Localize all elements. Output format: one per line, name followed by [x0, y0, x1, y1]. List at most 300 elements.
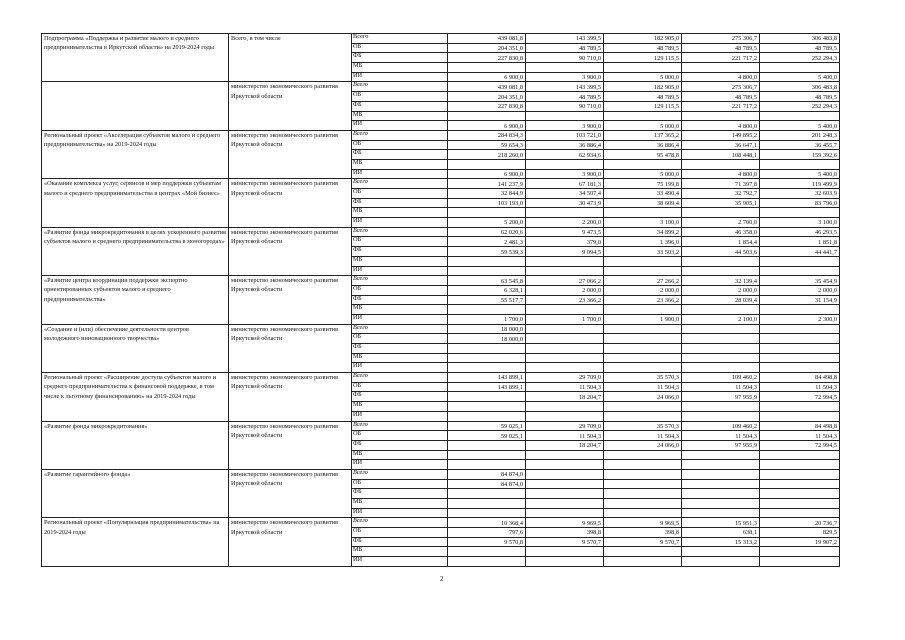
amount-cell: 95 478,8 [604, 150, 682, 160]
amount-cell: 9 570,7 [604, 537, 682, 547]
amount-cell: 10 368,4 [448, 518, 526, 528]
funding-source-cell: Всего [352, 324, 448, 334]
amount-cell [682, 208, 760, 218]
program-name-cell: Региональный проект «Популяризация предпринимательства» на 2019-2024 годы [42, 518, 229, 566]
amount-cell: 6 900,0 [448, 169, 526, 179]
program-name-cell: «Оказание комплекса услуг, сервисов и мер поддержки субъектам малого и среднего предпринимательства в центрах «Мой бизнес» [42, 179, 229, 227]
amount-cell [760, 324, 840, 334]
funding-source-cell: МБ [352, 208, 448, 218]
amount-cell: 4 800,0 [682, 121, 760, 131]
amount-cell [682, 363, 760, 373]
amount-cell: 46 358,0 [682, 227, 760, 237]
funding-source-cell: ОБ [352, 237, 448, 247]
amount-cell [682, 479, 760, 489]
amount-cell [448, 440, 526, 450]
amount-cell [604, 508, 682, 518]
amount-cell [604, 402, 682, 412]
amount-cell: 5 200,0 [448, 218, 526, 228]
amount-cell: 4 800,0 [682, 72, 760, 82]
amount-cell [526, 256, 604, 266]
funding-source-cell: Всего [352, 227, 448, 237]
amount-cell: 33 503,2 [604, 247, 682, 257]
funding-source-cell: ИИ [352, 72, 448, 82]
amount-cell [448, 508, 526, 518]
amount-cell [604, 266, 682, 276]
amount-cell [604, 63, 682, 73]
amount-cell: 31 154,9 [760, 295, 840, 305]
amount-cell: 15 313,2 [682, 537, 760, 547]
funding-source-cell: Всего [352, 82, 448, 92]
amount-cell: 398,8 [526, 528, 604, 538]
table-row [42, 276, 840, 286]
amount-cell [526, 450, 604, 460]
funding-source-cell: ФБ [352, 344, 448, 354]
amount-cell [604, 450, 682, 460]
amount-cell [682, 450, 760, 460]
amount-cell: 2 200,0 [526, 218, 604, 228]
amount-cell: 1 700,0 [448, 314, 526, 324]
amount-cell [760, 499, 840, 509]
amount-cell: 797,6 [448, 528, 526, 538]
table-row [42, 179, 840, 189]
funding-source-cell: МБ [352, 159, 448, 169]
amount-cell [682, 344, 760, 354]
amount-cell: 275 306,7 [682, 34, 760, 44]
table-row [42, 421, 840, 431]
amount-cell [448, 266, 526, 276]
amount-cell [448, 402, 526, 412]
executor-cell: министерство экономического развития Иркутской области [229, 82, 352, 130]
table-body [42, 34, 840, 567]
amount-cell: 11 504,3 [604, 431, 682, 441]
funding-source-cell: Всего [352, 276, 448, 286]
amount-cell: 5 000,0 [604, 121, 682, 131]
amount-cell: 63 545,8 [448, 276, 526, 286]
amount-cell [448, 557, 526, 567]
amount-cell [526, 411, 604, 421]
amount-cell: 6 328,1 [448, 285, 526, 295]
amount-cell: 398,8 [604, 528, 682, 538]
amount-cell [682, 508, 760, 518]
amount-cell: 379,0 [526, 237, 604, 247]
amount-cell: 18 204,7 [526, 392, 604, 402]
table-row [42, 324, 840, 334]
amount-cell [760, 334, 840, 344]
amount-cell: 109 460,2 [682, 373, 760, 383]
amount-cell [760, 411, 840, 421]
amount-cell: 2 000,0 [604, 285, 682, 295]
amount-cell: 143 899,1 [448, 373, 526, 383]
amount-cell [448, 344, 526, 354]
amount-cell [526, 324, 604, 334]
amount-cell [526, 305, 604, 315]
funding-source-cell: ФБ [352, 101, 448, 111]
program-name-cell: «Развитие фонда микрокредитования» [42, 421, 229, 469]
amount-cell [604, 489, 682, 499]
program-name-cell: «Развитие центра координации поддержки экспортно ориентированных субъектов малого и среднего предпринимательства» [42, 276, 229, 324]
amount-cell: 32 792,7 [682, 189, 760, 199]
amount-cell: 439 081,8 [448, 82, 526, 92]
funding-source-cell: МБ [352, 63, 448, 73]
amount-cell [760, 460, 840, 470]
amount-cell: 46 293,5 [760, 227, 840, 237]
amount-cell: 829,5 [760, 528, 840, 538]
amount-cell: 103 193,0 [448, 198, 526, 208]
amount-cell: 44 503,6 [682, 247, 760, 257]
table-row [42, 518, 840, 528]
program-name-cell: «Развитие гарантийного фонда» [42, 469, 229, 517]
funding-source-cell: ОБ [352, 528, 448, 538]
table-row [42, 227, 840, 237]
funding-source-cell: ИИ [352, 363, 448, 373]
amount-cell: 72 994,5 [760, 440, 840, 450]
table-row [42, 469, 840, 479]
funding-source-cell: ИИ [352, 218, 448, 228]
amount-cell [682, 324, 760, 334]
table-row [42, 130, 840, 140]
amount-cell: 5 400,0 [760, 121, 840, 131]
amount-cell: 30 473,9 [526, 198, 604, 208]
amount-cell [760, 363, 840, 373]
amount-cell [682, 489, 760, 499]
amount-cell: 55 517,7 [448, 295, 526, 305]
table-row [42, 34, 840, 44]
amount-cell [682, 111, 760, 121]
funding-source-cell: ОБ [352, 431, 448, 441]
program-name-cell: «Создание и (или) обеспечение деятельности центров молодежного инновационного творчества» [42, 324, 229, 372]
executor-cell: Всего, в том числе [229, 34, 352, 82]
amount-cell: 32 844,9 [448, 189, 526, 199]
amount-cell [526, 363, 604, 373]
amount-cell: 3 900,0 [526, 169, 604, 179]
amount-cell: 182 905,0 [604, 34, 682, 44]
executor-cell: министерство экономического развития Иркутской области [229, 373, 352, 421]
amount-cell [760, 63, 840, 73]
executor-cell: министерство экономического развития Иркутской области [229, 421, 352, 469]
amount-cell [682, 402, 760, 412]
amount-cell: 24 066,0 [604, 440, 682, 450]
amount-cell: 11 504,3 [682, 382, 760, 392]
amount-cell: 143 399,5 [526, 82, 604, 92]
amount-cell: 34 507,4 [526, 189, 604, 199]
amount-cell [526, 334, 604, 344]
amount-cell: 306 483,8 [760, 82, 840, 92]
amount-cell: 6 900,0 [448, 72, 526, 82]
amount-cell: 38 609,4 [604, 198, 682, 208]
amount-cell: 35 454,9 [760, 276, 840, 286]
amount-cell: 252 294,3 [760, 53, 840, 63]
amount-cell [448, 450, 526, 460]
amount-cell: 143 399,5 [526, 34, 604, 44]
amount-cell [760, 159, 840, 169]
amount-cell: 48 789,5 [526, 92, 604, 102]
funding-source-cell: ОБ [352, 92, 448, 102]
amount-cell: 306 483,8 [760, 34, 840, 44]
amount-cell: 27 266,2 [604, 276, 682, 286]
funding-source-cell: ИИ [352, 460, 448, 470]
amount-cell: 182 905,0 [604, 82, 682, 92]
amount-cell: 90 710,0 [526, 101, 604, 111]
amount-cell: 4 800,0 [682, 169, 760, 179]
program-name-cell: Региональный проект «Расширение доступа субъектов малого и среднего предпринимательства к финансовой поддержке, в том числе к льготному финансированию» на 2019-2024 годы [42, 373, 229, 421]
funding-source-cell: Всего [352, 469, 448, 479]
amount-cell: 35 570,3 [604, 421, 682, 431]
amount-cell: 2 100,0 [682, 314, 760, 324]
amount-cell [526, 63, 604, 73]
amount-cell: 284 834,3 [448, 130, 526, 140]
amount-cell [604, 547, 682, 557]
amount-cell [604, 353, 682, 363]
amount-cell: 48 789,5 [682, 92, 760, 102]
funding-source-cell: Всего [352, 518, 448, 528]
funding-source-cell: Всего [352, 130, 448, 140]
amount-cell: 36 886,4 [526, 140, 604, 150]
amount-cell [526, 266, 604, 276]
amount-cell: 19 907,2 [760, 537, 840, 547]
amount-cell [448, 411, 526, 421]
amount-cell: 1 851,8 [760, 237, 840, 247]
amount-cell: 1 396,0 [604, 237, 682, 247]
amount-cell [526, 499, 604, 509]
amount-cell [526, 353, 604, 363]
amount-cell: 3 900,0 [526, 72, 604, 82]
amount-cell: 36 886,4 [604, 140, 682, 150]
amount-cell: 20 736,7 [760, 518, 840, 528]
funding-source-cell: ИИ [352, 314, 448, 324]
amount-cell: 252 294,3 [760, 101, 840, 111]
amount-cell: 221 717,2 [682, 53, 760, 63]
funding-source-cell: Всего [352, 34, 448, 44]
amount-cell: 84 874,0 [448, 479, 526, 489]
amount-cell [760, 111, 840, 121]
amount-cell: 83 796,0 [760, 198, 840, 208]
amount-cell: 204 351,0 [448, 43, 526, 53]
amount-cell [448, 111, 526, 121]
amount-cell [448, 489, 526, 499]
amount-cell [526, 344, 604, 354]
amount-cell: 159 392,6 [760, 150, 840, 160]
funding-source-cell: ОБ [352, 382, 448, 392]
amount-cell [604, 411, 682, 421]
amount-cell: 23 366,2 [526, 295, 604, 305]
amount-cell: 143 899,1 [448, 382, 526, 392]
amount-cell: 3 100,0 [604, 218, 682, 228]
amount-cell: 48 789,5 [682, 43, 760, 53]
amount-cell: 227 830,8 [448, 53, 526, 63]
amount-cell [604, 479, 682, 489]
amount-cell: 5 000,0 [604, 169, 682, 179]
amount-cell [448, 460, 526, 470]
amount-cell [760, 402, 840, 412]
amount-cell [682, 353, 760, 363]
amount-cell: 1 900,0 [604, 314, 682, 324]
amount-cell [526, 557, 604, 567]
amount-cell: 11 504,3 [760, 431, 840, 441]
funding-source-cell: МБ [352, 111, 448, 121]
amount-cell [760, 353, 840, 363]
table-row [42, 82, 840, 92]
amount-cell: 149 895,2 [682, 130, 760, 140]
amount-cell: 11 504,3 [682, 431, 760, 441]
executor-cell: министерство экономического развития Иркутской области [229, 518, 352, 566]
amount-cell: 141 237,9 [448, 179, 526, 189]
amount-cell [526, 508, 604, 518]
funding-source-cell: ОБ [352, 334, 448, 344]
funding-source-cell: МБ [352, 402, 448, 412]
amount-cell [604, 469, 682, 479]
amount-cell [526, 479, 604, 489]
executor-cell: министерство экономического развития Иркутской области [229, 469, 352, 517]
amount-cell [448, 159, 526, 169]
funding-source-cell: ФБ [352, 247, 448, 257]
funding-source-cell: МБ [352, 450, 448, 460]
amount-cell: 2 000,0 [526, 285, 604, 295]
amount-cell: 48 789,5 [760, 43, 840, 53]
funding-source-cell: ОБ [352, 43, 448, 53]
funding-source-cell: ФБ [352, 295, 448, 305]
amount-cell: 227 830,8 [448, 101, 526, 111]
funding-source-cell: МБ [352, 547, 448, 557]
amount-cell [604, 256, 682, 266]
amount-cell: 2 000,0 [682, 285, 760, 295]
amount-cell [760, 344, 840, 354]
funding-source-cell: ОБ [352, 479, 448, 489]
amount-cell: 3 100,0 [760, 218, 840, 228]
amount-cell: 15 951,3 [682, 518, 760, 528]
amount-cell [448, 499, 526, 509]
funding-source-cell: ФБ [352, 150, 448, 160]
amount-cell: 29 709,0 [526, 421, 604, 431]
amount-cell [604, 557, 682, 567]
amount-cell [682, 557, 760, 567]
amount-cell [604, 499, 682, 509]
funding-source-cell: МБ [352, 499, 448, 509]
amount-cell: 103 721,0 [526, 130, 604, 140]
funding-source-cell: Всего [352, 179, 448, 189]
amount-cell: 129 115,5 [604, 101, 682, 111]
amount-cell [448, 363, 526, 373]
amount-cell: 44 441,7 [760, 247, 840, 257]
amount-cell: 18 204,7 [526, 440, 604, 450]
amount-cell: 32 603,9 [760, 189, 840, 199]
amount-cell: 9 473,5 [526, 227, 604, 237]
amount-cell [448, 392, 526, 402]
amount-cell: 5 400,0 [760, 169, 840, 179]
program-name-cell: «Развитие фонда микрокредитования в целях ускоренного развития субъектов малого и среднего предпринимательства в моногородах» [42, 227, 229, 275]
page-number: 2 [440, 575, 444, 583]
amount-cell: 108 448,1 [682, 150, 760, 160]
amount-cell: 638,1 [682, 528, 760, 538]
amount-cell: 36 647,1 [682, 140, 760, 150]
amount-cell: 119 499,9 [760, 179, 840, 189]
amount-cell [604, 363, 682, 373]
budget-table [41, 33, 840, 567]
amount-cell: 59 025,1 [448, 421, 526, 431]
amount-cell [760, 469, 840, 479]
amount-cell: 35 570,3 [604, 373, 682, 383]
executor-cell: министерство экономического развития Иркутской области [229, 324, 352, 372]
amount-cell: 109 460,2 [682, 421, 760, 431]
amount-cell: 204 351,0 [448, 92, 526, 102]
amount-cell: 5 400,0 [760, 72, 840, 82]
amount-cell [526, 547, 604, 557]
funding-source-cell: Всего [352, 421, 448, 431]
amount-cell [682, 159, 760, 169]
amount-cell: 36 455,7 [760, 140, 840, 150]
amount-cell [682, 411, 760, 421]
funding-source-cell: ФБ [352, 489, 448, 499]
amount-cell [760, 489, 840, 499]
amount-cell: 6 900,0 [448, 121, 526, 131]
amount-cell [448, 63, 526, 73]
amount-cell: 18 000,0 [448, 334, 526, 344]
amount-cell [526, 402, 604, 412]
amount-cell: 5 000,0 [604, 72, 682, 82]
amount-cell: 1 854,4 [682, 237, 760, 247]
amount-cell [604, 111, 682, 121]
amount-cell [682, 547, 760, 557]
amount-cell: 218 260,0 [448, 150, 526, 160]
amount-cell: 59 654,3 [448, 140, 526, 150]
amount-cell [760, 450, 840, 460]
funding-source-cell: ОБ [352, 189, 448, 199]
amount-cell: 34 899,2 [604, 227, 682, 237]
amount-cell [760, 547, 840, 557]
amount-cell: 18 000,0 [448, 324, 526, 334]
funding-source-cell: ИИ [352, 169, 448, 179]
program-name-cell [42, 82, 229, 130]
amount-cell: 35 905,1 [682, 198, 760, 208]
amount-cell [526, 469, 604, 479]
amount-cell [604, 305, 682, 315]
amount-cell [604, 324, 682, 334]
amount-cell [760, 508, 840, 518]
amount-cell [760, 557, 840, 567]
funding-source-cell: МБ [352, 353, 448, 363]
funding-source-cell: ИИ [352, 557, 448, 567]
amount-cell: 48 789,5 [604, 43, 682, 53]
funding-source-cell: МБ [352, 305, 448, 315]
executor-cell: министерство экономического развития Иркутской области [229, 179, 352, 227]
amount-cell: 9 570,8 [448, 537, 526, 547]
amount-cell: 275 306,7 [682, 82, 760, 92]
funding-source-cell: ФБ [352, 392, 448, 402]
funding-source-cell: ОБ [352, 140, 448, 150]
amount-cell: 48 789,5 [526, 43, 604, 53]
amount-cell: 2 700,0 [682, 218, 760, 228]
amount-cell: 97 955,9 [682, 440, 760, 450]
amount-cell: 9 094,5 [526, 247, 604, 257]
amount-cell: 90 710,0 [526, 53, 604, 63]
executor-cell: министерство экономического развития Иркутской области [229, 227, 352, 275]
amount-cell [760, 208, 840, 218]
funding-source-cell: ИИ [352, 508, 448, 518]
amount-cell: 84 498,8 [760, 373, 840, 383]
amount-cell: 59 025,1 [448, 431, 526, 441]
amount-cell [604, 208, 682, 218]
amount-cell: 11 504,3 [604, 382, 682, 392]
funding-source-cell: ФБ [352, 198, 448, 208]
amount-cell: 9 969,5 [526, 518, 604, 528]
amount-cell [448, 547, 526, 557]
amount-cell [604, 334, 682, 344]
funding-source-cell: МБ [352, 256, 448, 266]
amount-cell [682, 305, 760, 315]
amount-cell: 221 717,2 [682, 101, 760, 111]
amount-cell: 97 955,9 [682, 392, 760, 402]
amount-cell [448, 208, 526, 218]
funding-source-cell: Всего [352, 373, 448, 383]
